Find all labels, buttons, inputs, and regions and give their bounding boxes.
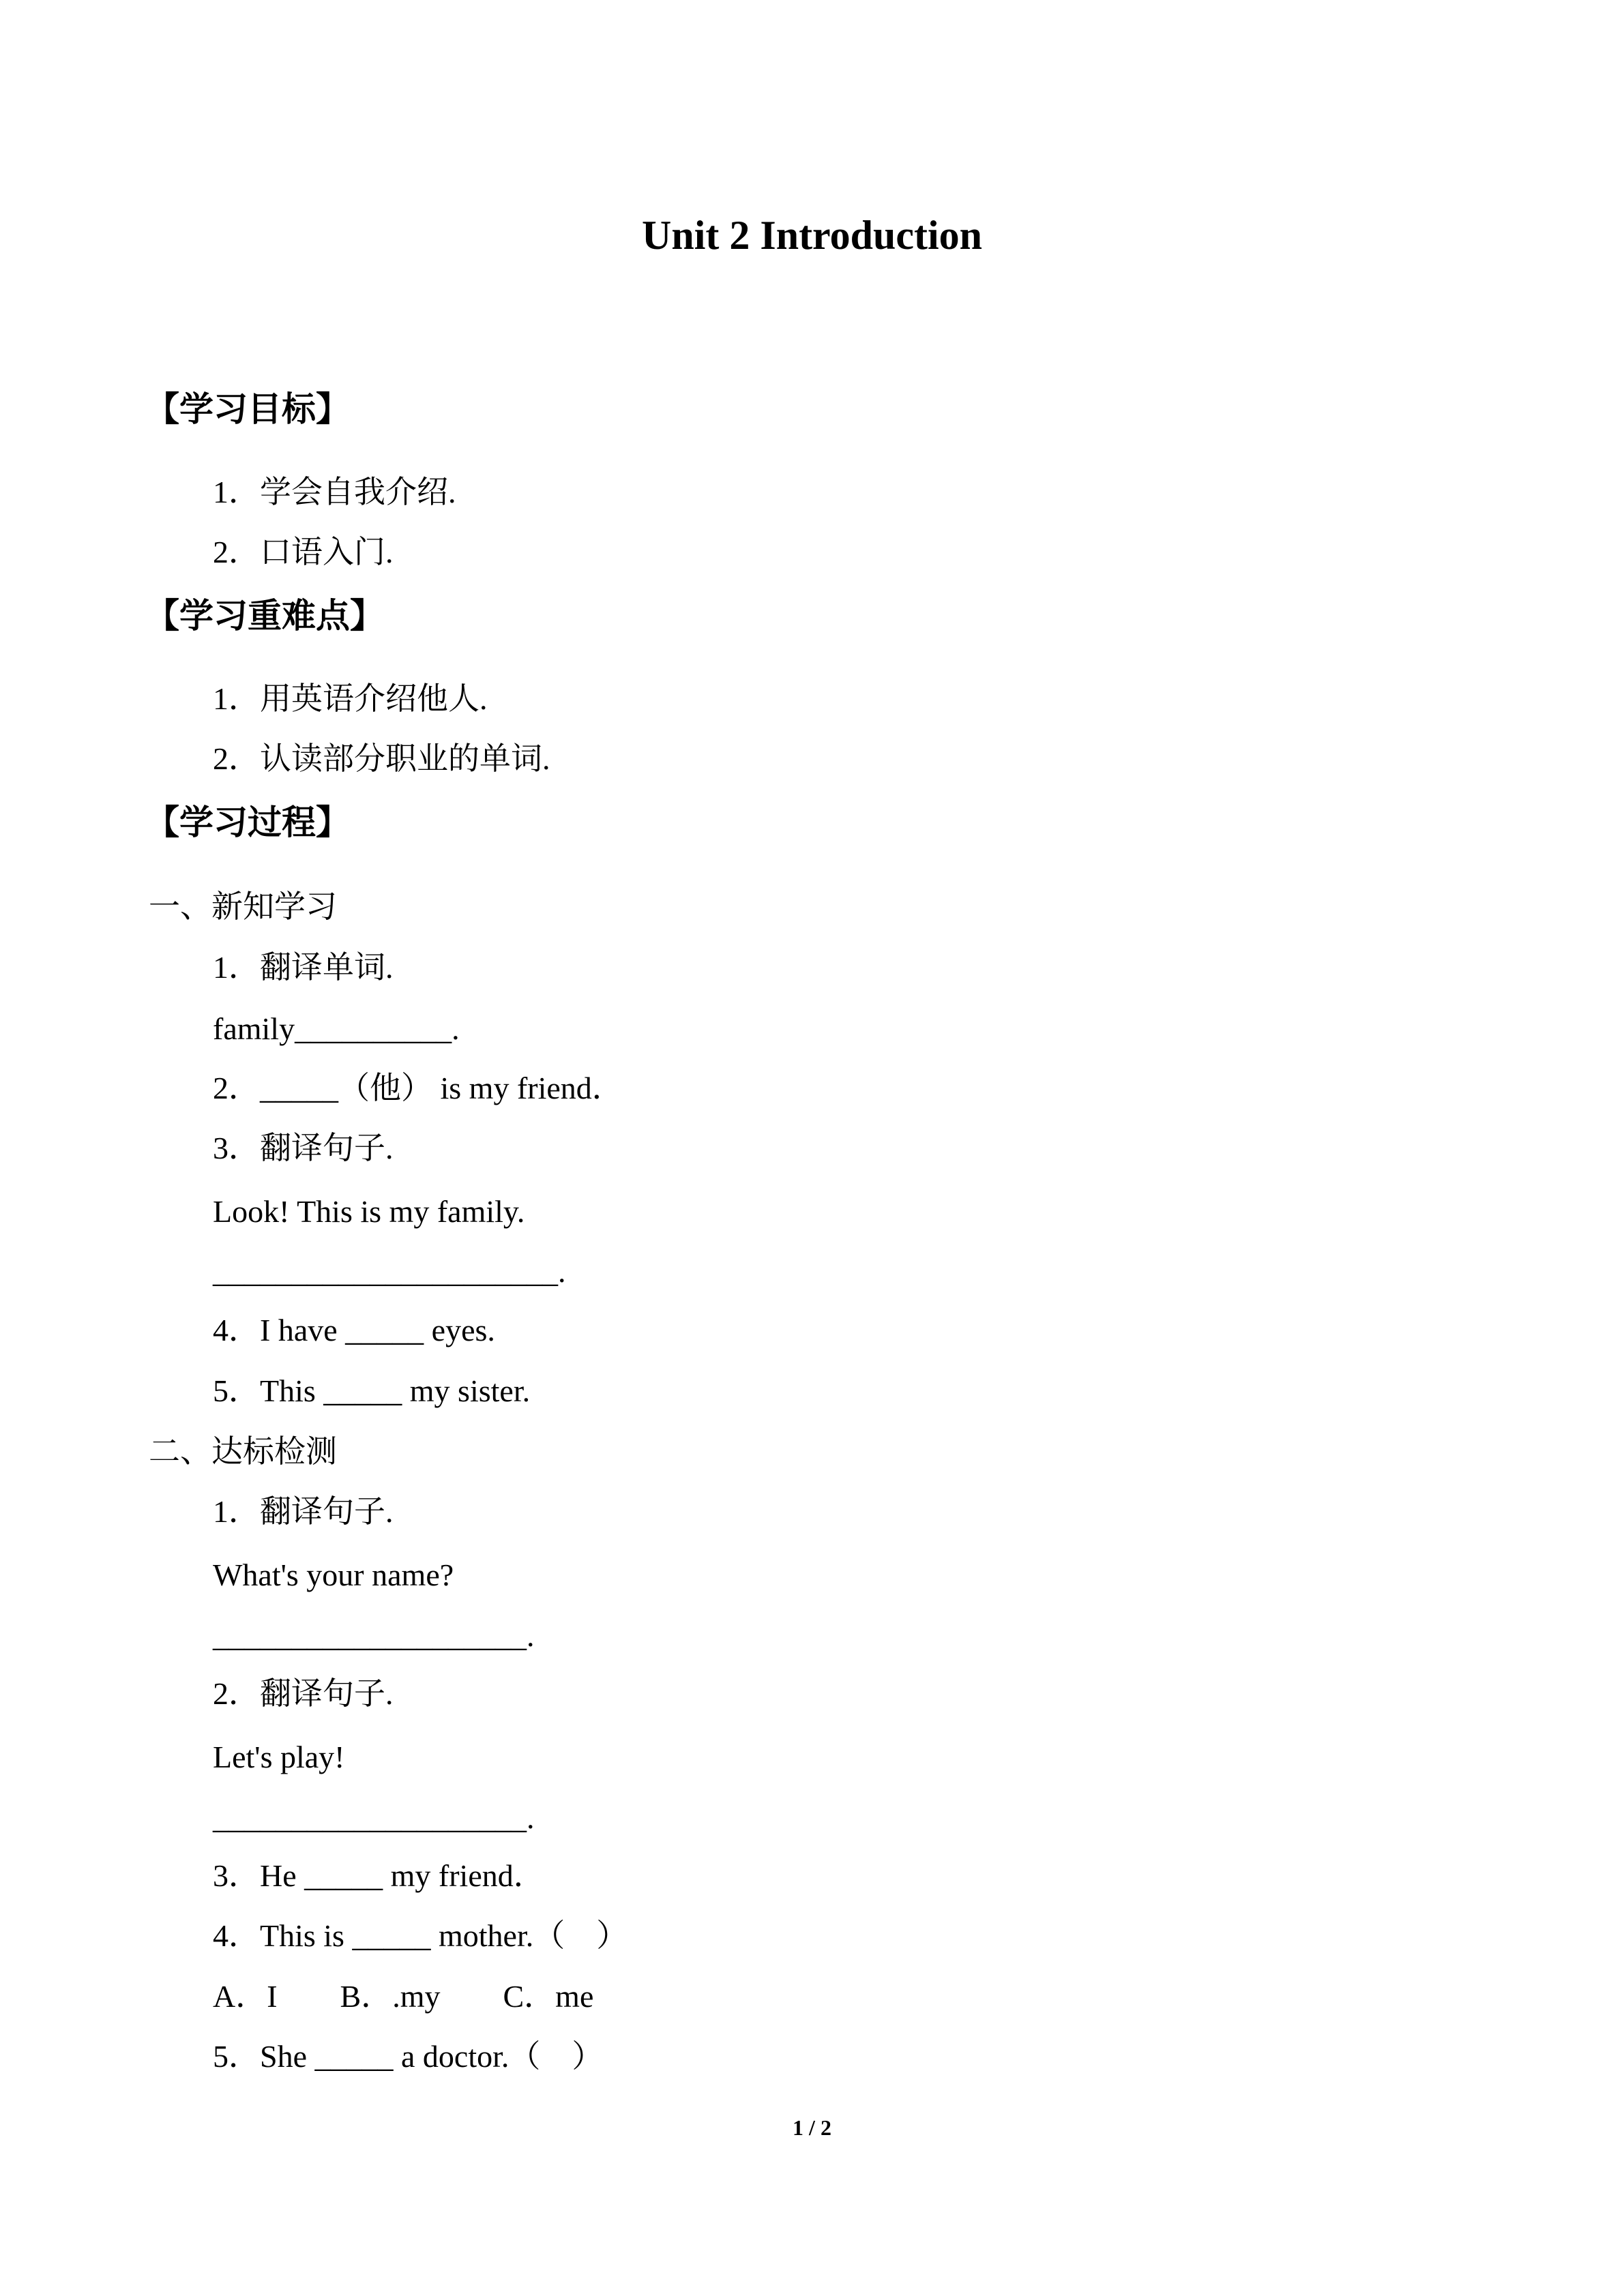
part-label-new-knowledge: 一、新知学习 [149, 888, 337, 925]
part-label-assessment: 二、达标检测 [149, 1433, 337, 1470]
exercise-line: 2．翻译句子. [213, 1676, 394, 1711]
exercise-line: 1．翻译句子. [213, 1494, 394, 1529]
page-title: Unit 2 Introduction [642, 213, 982, 258]
exercise-line: 3．He _____ my friend． [213, 1858, 545, 1893]
exercise-line: Let's play! [213, 1740, 345, 1774]
exercise-line: 4．This is _____ mother.（ ） [213, 1918, 628, 1953]
exercise-line: 1．翻译单词. [213, 950, 394, 985]
exercise-line: family__________. [213, 1011, 460, 1046]
answer-blank-line: ______________________. [213, 1254, 566, 1289]
goal-item: 2．口语入门. [213, 535, 394, 569]
goal-item: 1．学会自我介绍. [213, 475, 456, 509]
exercise-line: 2．_____（他） is my friend． [213, 1071, 623, 1105]
exercise-line: 3．翻译句子. [213, 1131, 394, 1165]
keypoint-item: 1．用英语介绍他人. [213, 681, 488, 716]
exercise-line: 4．I have _____ eyes. [213, 1313, 495, 1347]
answer-blank-line: ____________________. [213, 1618, 535, 1653]
answer-options: A．I B．.my C．me [213, 1979, 594, 2014]
section-heading-keypoints: 【学习重难点】 [145, 596, 384, 636]
keypoint-item: 2．认读部分职业的单词. [213, 741, 550, 776]
exercise-line: Look! This is my family. [213, 1194, 525, 1229]
exercise-line: What's your name? [213, 1557, 454, 1592]
page-number: 1 / 2 [793, 2115, 831, 2140]
exercise-line: 5．She _____ a doctor.（ ） [213, 2039, 604, 2074]
exercise-line: 5．This _____ my sister. [213, 1373, 531, 1408]
section-heading-goals: 【学习目标】 [145, 389, 350, 429]
section-heading-process: 【学习过程】 [145, 803, 350, 842]
answer-blank-line: ____________________. [213, 1800, 535, 1835]
